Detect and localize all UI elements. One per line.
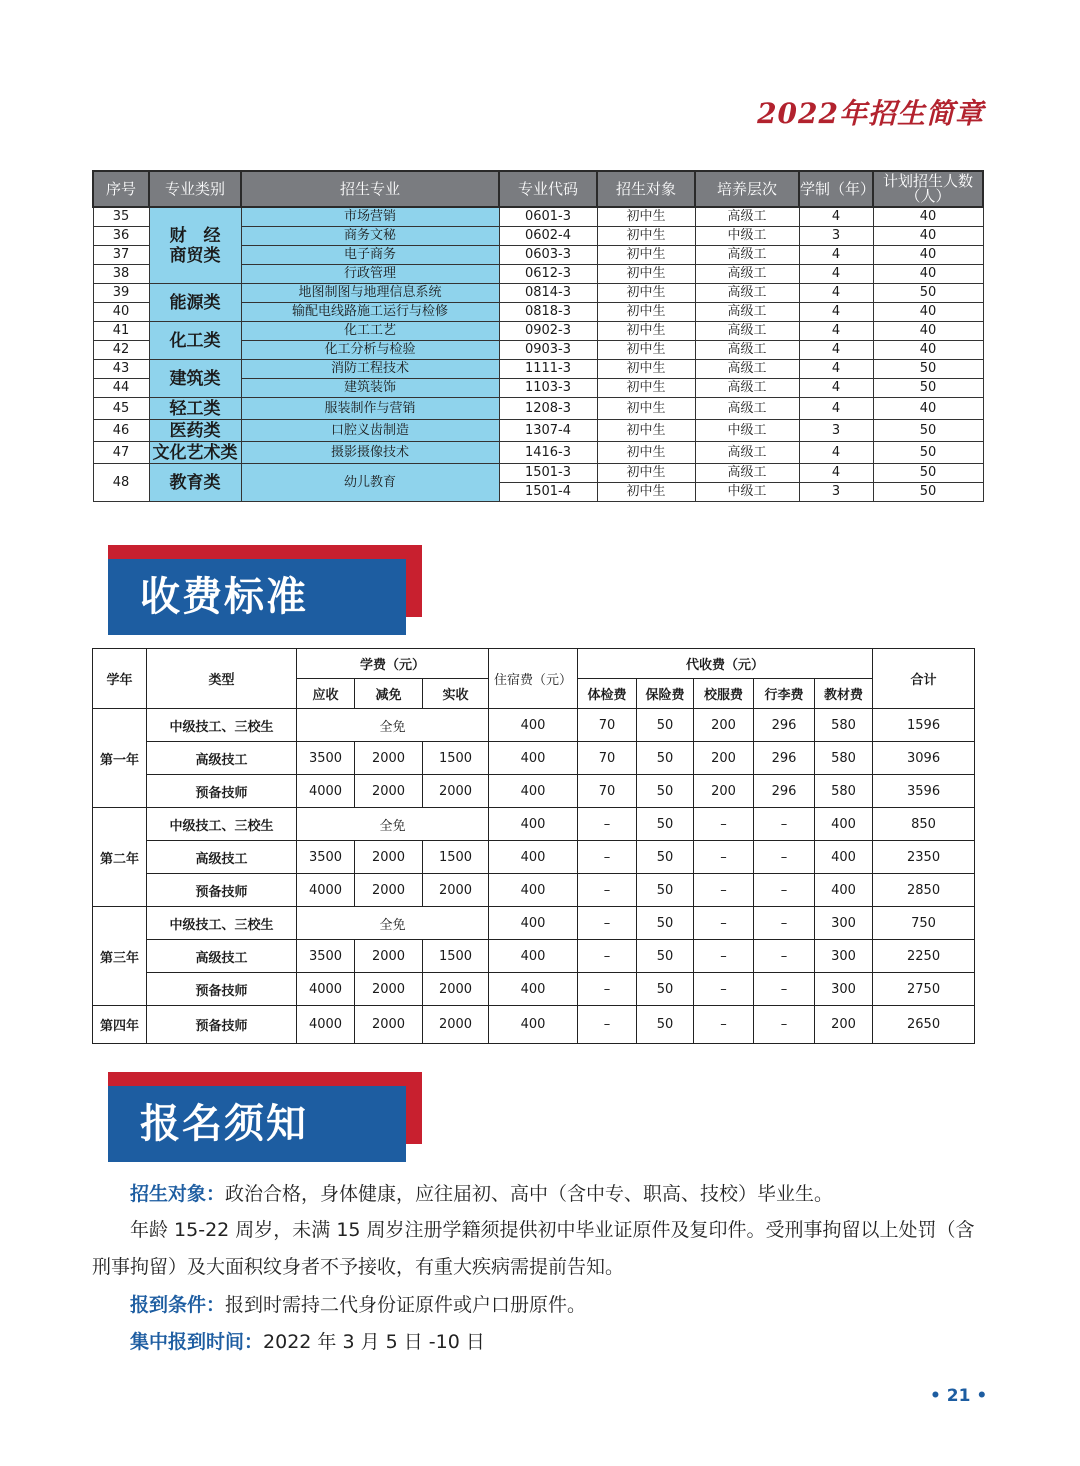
total-cell: 2750 [873, 973, 975, 1006]
dorm-cell: 400 [489, 775, 578, 808]
plan-cell: 40 [873, 322, 983, 341]
year-cell: 第二年 [93, 808, 147, 907]
years-cell: 3 [799, 227, 873, 246]
total-cell: 850 [873, 808, 975, 841]
table-row [93, 420, 983, 442]
luggage-cell: – [754, 1006, 815, 1044]
tuition-free-cell: 全免 [297, 808, 489, 841]
years-cell: 4 [799, 360, 873, 379]
major-cell: 化工工艺 [241, 322, 499, 341]
table-row [93, 808, 975, 841]
report-condition-label: 报到条件： [130, 1294, 226, 1316]
uniform-cell: 200 [694, 709, 754, 742]
enrollment-target-text: 政治合格，身体健康，应往届初、高中（含中专、职高、技校）毕业生。 [225, 1183, 834, 1205]
dorm-cell: 400 [489, 709, 578, 742]
major-cell: 输配电线路施工运行与检修 [241, 303, 499, 322]
code-cell: 0903-3 [499, 341, 597, 360]
header-cell: 保险费 [637, 679, 694, 709]
row-number: 48 [93, 464, 149, 502]
luggage-cell: 296 [754, 709, 815, 742]
reduce-cell: 2000 [355, 940, 423, 973]
plan-cell: 50 [873, 379, 983, 398]
years-cell: 4 [799, 464, 873, 483]
target-cell: 初中生 [597, 265, 695, 284]
uniform-cell: – [694, 1006, 754, 1044]
report-time-label: 集中报到时间： [130, 1331, 264, 1353]
code-cell: 0612-3 [499, 265, 597, 284]
category-cell: 医药类 [149, 420, 241, 442]
table-row [93, 841, 975, 874]
plan-cell: 50 [873, 360, 983, 379]
insure-cell: 50 [637, 973, 694, 1006]
level-cell: 高级工 [695, 379, 799, 398]
books-cell: 580 [815, 775, 873, 808]
dorm-cell: 400 [489, 1006, 578, 1044]
table-row [93, 207, 983, 227]
insure-cell: 50 [637, 940, 694, 973]
exam-cell: – [578, 973, 637, 1006]
books-cell: 580 [815, 709, 873, 742]
years-cell: 4 [799, 284, 873, 303]
plan-cell: 40 [873, 265, 983, 284]
insure-cell: 50 [637, 742, 694, 775]
header-cell: 实收 [423, 679, 489, 709]
program-table-header [93, 171, 983, 207]
target-cell: 初中生 [597, 442, 695, 464]
table-row [93, 907, 975, 940]
years-cell: 4 [799, 379, 873, 398]
type-cell: 预备技师 [147, 775, 297, 808]
major-cell: 市场营销 [241, 207, 499, 227]
uniform-cell: – [694, 874, 754, 907]
category-cell: 建筑类 [149, 360, 241, 398]
actual-cell: 2000 [423, 874, 489, 907]
header-cell: 教材费 [815, 679, 873, 709]
age-requirement-paragraph [92, 1212, 987, 1286]
books-cell: 200 [815, 1006, 873, 1044]
major-cell: 摄影摄像技术 [241, 442, 499, 464]
plan-cell: 40 [873, 341, 983, 360]
level-cell: 高级工 [695, 284, 799, 303]
due-cell: 4000 [297, 874, 355, 907]
level-cell: 高级工 [695, 341, 799, 360]
target-cell: 初中生 [597, 483, 695, 502]
code-cell: 0601-3 [499, 207, 597, 227]
years-cell: 3 [799, 483, 873, 502]
header-cell: 体检费 [578, 679, 637, 709]
years-cell: 4 [799, 442, 873, 464]
header-cell: 应收 [297, 679, 355, 709]
table-row [93, 709, 975, 742]
target-cell: 初中生 [597, 322, 695, 341]
type-cell: 预备技师 [147, 874, 297, 907]
row-number: 43 [93, 360, 149, 379]
notice-section-title: 报名须知 [140, 1101, 308, 1147]
years-cell: 4 [799, 341, 873, 360]
row-number: 42 [93, 341, 149, 360]
header-cell: 培养层次 [695, 171, 799, 207]
header-cell: 学费（元） [297, 649, 489, 679]
target-cell: 初中生 [597, 303, 695, 322]
dorm-cell: 400 [489, 940, 578, 973]
row-number: 41 [93, 322, 149, 341]
target-cell: 初中生 [597, 360, 695, 379]
header-cell: 招生对象 [597, 171, 695, 207]
header-cell: 合计 [873, 649, 975, 709]
enrollment-target-label: 招生对象： [130, 1183, 226, 1205]
plan-cell: 50 [873, 442, 983, 464]
row-number: 38 [93, 265, 149, 284]
due-cell: 3500 [297, 841, 355, 874]
level-cell: 高级工 [695, 360, 799, 379]
level-cell: 高级工 [695, 464, 799, 483]
insure-cell: 50 [637, 907, 694, 940]
reduce-cell: 2000 [355, 775, 423, 808]
row-number: 35 [93, 207, 149, 227]
level-cell: 高级工 [695, 246, 799, 265]
reduce-cell: 2000 [355, 973, 423, 1006]
years-cell: 4 [799, 322, 873, 341]
type-cell: 高级技工 [147, 742, 297, 775]
category-cell: 能源类 [149, 284, 241, 322]
page-number: • 21 • [930, 1386, 988, 1406]
years-cell: 4 [799, 265, 873, 284]
exam-cell: 70 [578, 742, 637, 775]
table-row [93, 874, 975, 907]
reduce-cell: 2000 [355, 874, 423, 907]
exam-cell: – [578, 940, 637, 973]
header-cell: 计划招生人数（人） [873, 171, 983, 207]
row-number: 44 [93, 379, 149, 398]
major-cell: 行政管理 [241, 265, 499, 284]
row-number: 39 [93, 284, 149, 303]
year-cell: 第一年 [93, 709, 147, 808]
uniform-cell: – [694, 940, 754, 973]
row-number: 46 [93, 420, 149, 442]
row-number: 36 [93, 227, 149, 246]
total-cell: 2250 [873, 940, 975, 973]
table-row [93, 360, 983, 379]
due-cell: 4000 [297, 1006, 355, 1044]
table-row [93, 940, 975, 973]
dorm-cell: 400 [489, 907, 578, 940]
books-cell: 300 [815, 973, 873, 1006]
luggage-cell: 296 [754, 775, 815, 808]
code-cell: 1416-3 [499, 442, 597, 464]
category-cell: 文化艺术类 [149, 442, 241, 464]
type-cell: 预备技师 [147, 973, 297, 1006]
luggage-cell: – [754, 940, 815, 973]
books-cell: 580 [815, 742, 873, 775]
header-cell: 招生专业 [241, 171, 499, 207]
code-cell: 1307-4 [499, 420, 597, 442]
uniform-cell: – [694, 907, 754, 940]
plan-cell: 50 [873, 464, 983, 483]
exam-cell: – [578, 1006, 637, 1044]
total-cell: 1596 [873, 709, 975, 742]
fee-table [92, 648, 975, 1044]
actual-cell: 1500 [423, 742, 489, 775]
due-cell: 4000 [297, 973, 355, 1006]
code-cell: 1501-3 [499, 464, 597, 483]
enrollment-target-paragraph [92, 1176, 987, 1213]
total-cell: 3096 [873, 742, 975, 775]
insure-cell: 50 [637, 808, 694, 841]
major-cell: 商务文秘 [241, 227, 499, 246]
plan-cell: 50 [873, 483, 983, 502]
type-cell: 中级技工、三校生 [147, 808, 297, 841]
uniform-cell: – [694, 973, 754, 1006]
plan-cell: 50 [873, 420, 983, 442]
header-cell: 住宿费（元） [489, 649, 578, 709]
dorm-cell: 400 [489, 841, 578, 874]
tuition-free-cell: 全免 [297, 709, 489, 742]
actual-cell: 1500 [423, 940, 489, 973]
reduce-cell: 2000 [355, 1006, 423, 1044]
age-requirement-text: 年龄 15-22 周岁，未满 15 周岁注册学籍须提供初中毕业证原件及复印件。受刑事拘留以上处罚（含刑事拘留）及大面积纹身者不予接收，有重大疾病需提前告知。 [92, 1219, 975, 1278]
total-cell: 2850 [873, 874, 975, 907]
report-condition-text: 报到时需持二代身份证原件或户口册原件。 [225, 1294, 587, 1316]
due-cell: 4000 [297, 775, 355, 808]
level-cell: 高级工 [695, 303, 799, 322]
header-cell: 专业代码 [499, 171, 597, 207]
plan-cell: 40 [873, 207, 983, 227]
actual-cell: 1500 [423, 841, 489, 874]
uniform-cell: – [694, 808, 754, 841]
dorm-cell: 400 [489, 742, 578, 775]
major-cell: 地图制图与地理信息系统 [241, 284, 499, 303]
code-cell: 1111-3 [499, 360, 597, 379]
header-cell: 代收费（元） [578, 649, 873, 679]
target-cell: 初中生 [597, 398, 695, 420]
level-cell: 中级工 [695, 483, 799, 502]
category-cell: 化工类 [149, 322, 241, 360]
exam-cell: 70 [578, 709, 637, 742]
total-cell: 750 [873, 907, 975, 940]
type-cell: 高级技工 [147, 940, 297, 973]
total-cell: 3596 [873, 775, 975, 808]
fee-section-title: 收费标准 [140, 574, 308, 620]
major-cell: 消防工程技术 [241, 360, 499, 379]
table-row [93, 398, 983, 420]
plan-cell: 50 [873, 284, 983, 303]
code-cell: 0814-3 [499, 284, 597, 303]
header-cell: 学年 [93, 649, 147, 709]
reduce-cell: 2000 [355, 841, 423, 874]
level-cell: 中级工 [695, 227, 799, 246]
level-cell: 高级工 [695, 207, 799, 227]
exam-cell: – [578, 841, 637, 874]
insure-cell: 50 [637, 775, 694, 808]
years-cell: 4 [799, 303, 873, 322]
table-row [93, 1006, 975, 1044]
total-cell: 2350 [873, 841, 975, 874]
table-row [93, 284, 983, 303]
actual-cell: 2000 [423, 973, 489, 1006]
level-cell: 中级工 [695, 420, 799, 442]
program-table [92, 170, 984, 502]
header-cell: 减免 [355, 679, 423, 709]
plan-cell: 40 [873, 398, 983, 420]
code-cell: 0902-3 [499, 322, 597, 341]
major-cell: 幼儿教育 [241, 464, 499, 502]
plan-cell: 40 [873, 303, 983, 322]
total-cell: 2650 [873, 1006, 975, 1044]
years-cell: 4 [799, 207, 873, 227]
dorm-cell: 400 [489, 874, 578, 907]
row-number: 47 [93, 442, 149, 464]
table-row [93, 742, 975, 775]
table-row [93, 775, 975, 808]
exam-cell: 70 [578, 775, 637, 808]
books-cell: 300 [815, 940, 873, 973]
header-cell: 学制（年） [799, 171, 873, 207]
category-cell: 轻工类 [149, 398, 241, 420]
luggage-cell: – [754, 874, 815, 907]
target-cell: 初中生 [597, 246, 695, 265]
category-cell: 教育类 [149, 464, 241, 502]
years-cell: 4 [799, 398, 873, 420]
code-cell: 0603-3 [499, 246, 597, 265]
page-header-title: 2022年招生简章 [757, 97, 984, 130]
books-cell: 400 [815, 841, 873, 874]
header-cell: 校服费 [694, 679, 754, 709]
insure-cell: 50 [637, 709, 694, 742]
row-number: 37 [93, 246, 149, 265]
uniform-cell: – [694, 841, 754, 874]
fee-header-row [93, 649, 975, 679]
fee-section-banner [108, 545, 422, 635]
target-cell: 初中生 [597, 420, 695, 442]
level-cell: 高级工 [695, 322, 799, 341]
year-cell: 第三年 [93, 907, 147, 1006]
code-cell: 0602-4 [499, 227, 597, 246]
type-cell: 预备技师 [147, 1006, 297, 1044]
header-cell: 类型 [147, 649, 297, 709]
major-cell: 建筑装饰 [241, 379, 499, 398]
report-time-text: 2022 年 3 月 5 日 -10 日 [263, 1331, 485, 1353]
actual-cell: 2000 [423, 1006, 489, 1044]
major-cell: 化工分析与检验 [241, 341, 499, 360]
books-cell: 300 [815, 907, 873, 940]
plan-cell: 40 [873, 246, 983, 265]
years-cell: 3 [799, 420, 873, 442]
due-cell: 3500 [297, 742, 355, 775]
report-condition-paragraph [92, 1287, 987, 1324]
level-cell: 高级工 [695, 265, 799, 284]
target-cell: 初中生 [597, 341, 695, 360]
target-cell: 初中生 [597, 227, 695, 246]
major-cell: 服装制作与营销 [241, 398, 499, 420]
table-row [93, 442, 983, 464]
plan-cell: 40 [873, 227, 983, 246]
row-number: 45 [93, 398, 149, 420]
insure-cell: 50 [637, 841, 694, 874]
books-cell: 400 [815, 808, 873, 841]
major-cell: 口腔义齿制造 [241, 420, 499, 442]
level-cell: 高级工 [695, 398, 799, 420]
code-cell: 1103-3 [499, 379, 597, 398]
luggage-cell: – [754, 973, 815, 1006]
dorm-cell: 400 [489, 808, 578, 841]
code-cell: 1208-3 [499, 398, 597, 420]
insure-cell: 50 [637, 1006, 694, 1044]
header-cell: 专业类别 [149, 171, 241, 207]
exam-cell: – [578, 907, 637, 940]
code-cell: 0818-3 [499, 303, 597, 322]
uniform-cell: 200 [694, 775, 754, 808]
header-cell: 序号 [93, 171, 149, 207]
years-cell: 4 [799, 246, 873, 265]
exam-cell: – [578, 874, 637, 907]
actual-cell: 2000 [423, 775, 489, 808]
code-cell: 1501-4 [499, 483, 597, 502]
uniform-cell: 200 [694, 742, 754, 775]
luggage-cell: 296 [754, 742, 815, 775]
due-cell: 3500 [297, 940, 355, 973]
reduce-cell: 2000 [355, 742, 423, 775]
tuition-free-cell: 全免 [297, 907, 489, 940]
type-cell: 中级技工、三校生 [147, 907, 297, 940]
table-row [93, 322, 983, 341]
luggage-cell: – [754, 808, 815, 841]
books-cell: 400 [815, 874, 873, 907]
year-cell: 第四年 [93, 1006, 147, 1044]
header-cell: 行李费 [754, 679, 815, 709]
target-cell: 初中生 [597, 207, 695, 227]
table-row [93, 464, 983, 483]
row-number: 40 [93, 303, 149, 322]
luggage-cell: – [754, 907, 815, 940]
type-cell: 中级技工、三校生 [147, 709, 297, 742]
report-time-paragraph [92, 1324, 987, 1361]
insure-cell: 50 [637, 874, 694, 907]
luggage-cell: – [754, 841, 815, 874]
type-cell: 高级技工 [147, 841, 297, 874]
target-cell: 初中生 [597, 464, 695, 483]
target-cell: 初中生 [597, 284, 695, 303]
level-cell: 高级工 [695, 442, 799, 464]
target-cell: 初中生 [597, 379, 695, 398]
dorm-cell: 400 [489, 973, 578, 1006]
exam-cell: – [578, 808, 637, 841]
major-cell: 电子商务 [241, 246, 499, 265]
table-row [93, 973, 975, 1006]
notice-section-banner [108, 1072, 422, 1162]
category-cell: 财 经 商贸类 [149, 207, 241, 284]
